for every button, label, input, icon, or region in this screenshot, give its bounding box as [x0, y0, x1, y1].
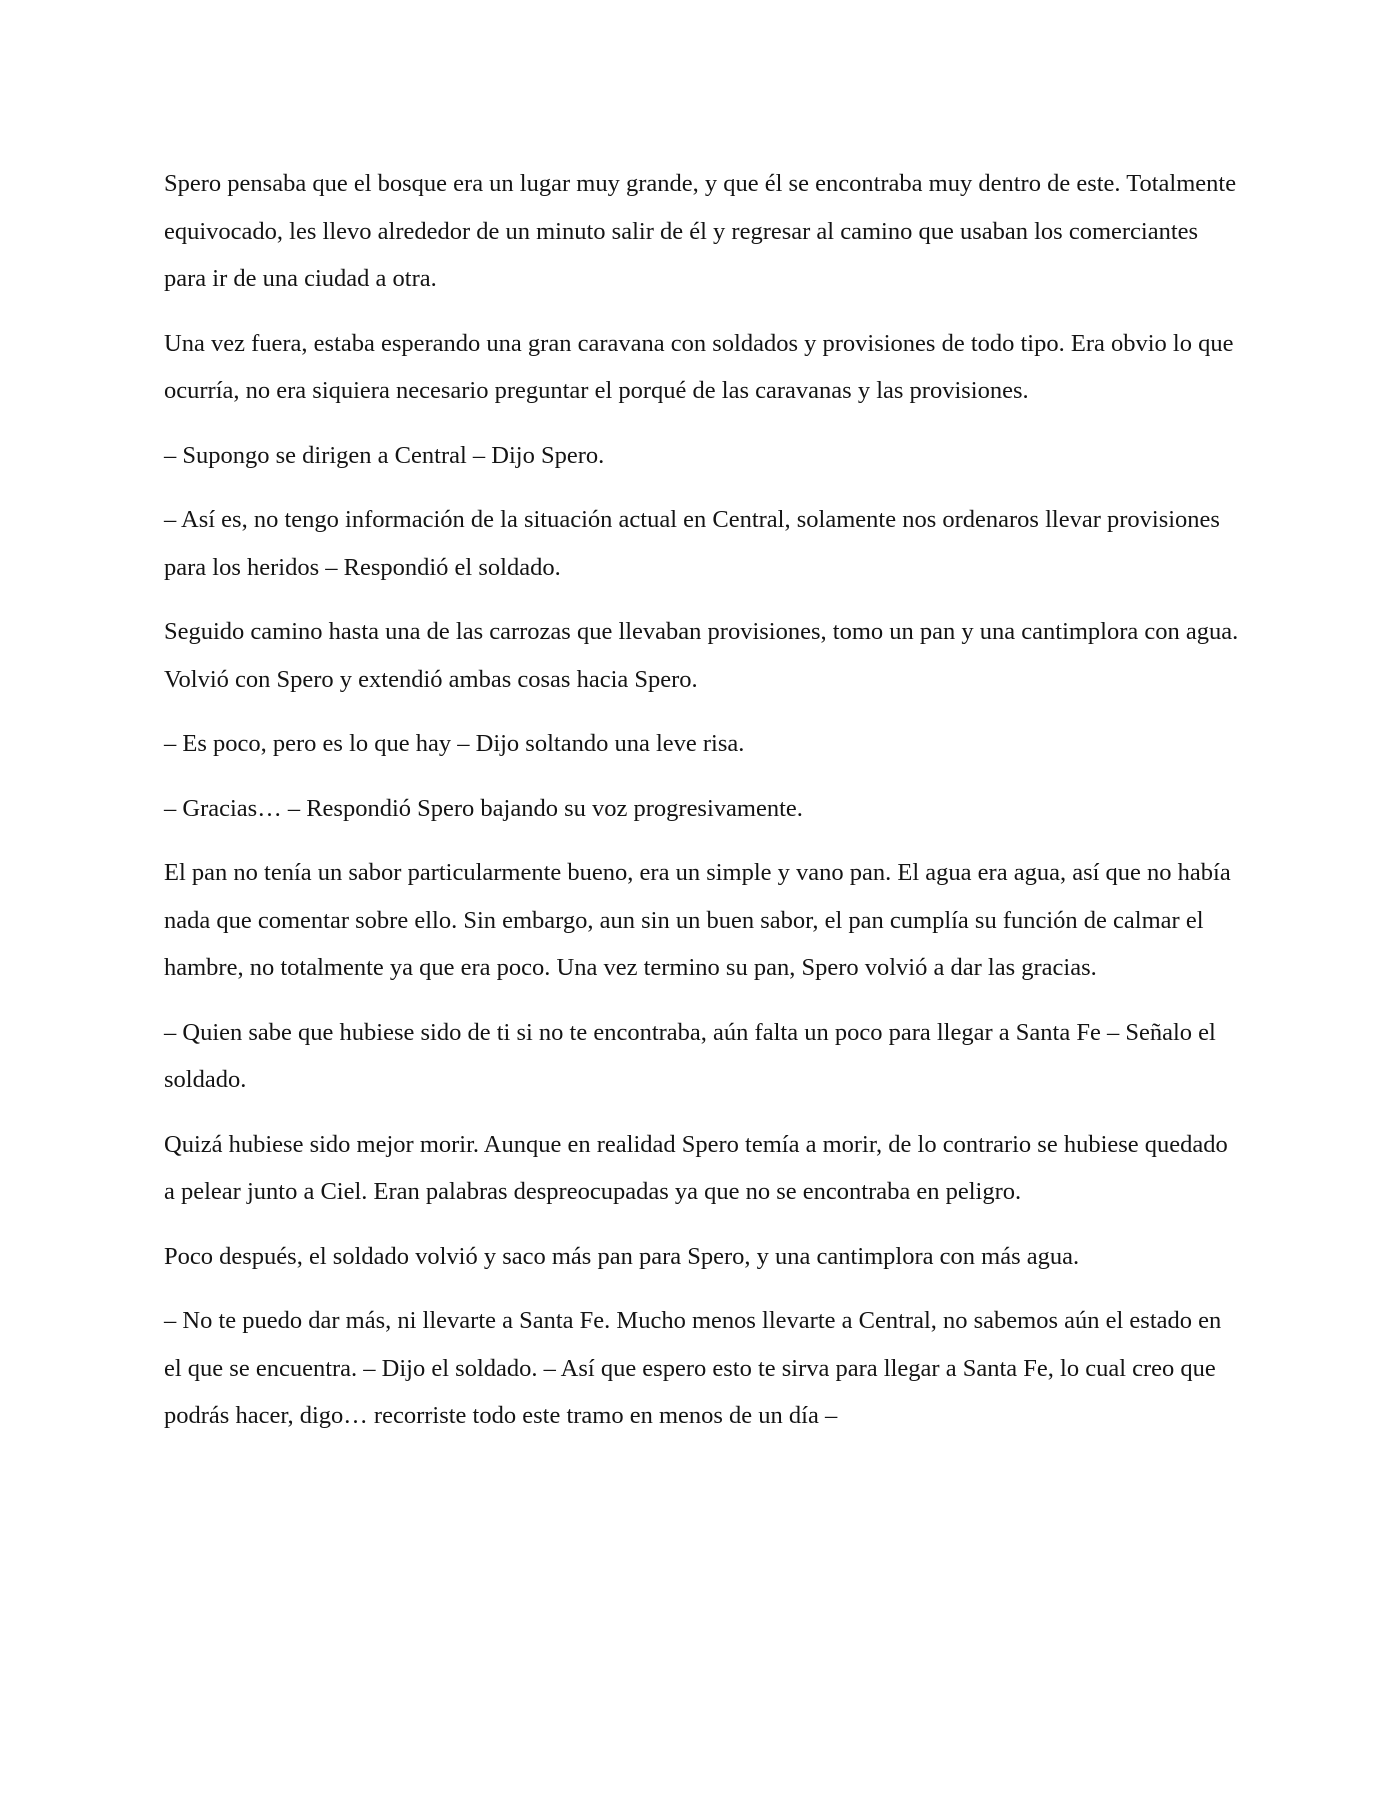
dialogue-line-6: – No te puedo dar más, ni llevarte a Santa Fe. Mucho menos llevarte a Central, no sabemos aún el estado en el que se encuentra. – Dijo el soldado. – Así que espero esto te sirva para llegar a Santa Fe, lo cual creo que podrás hacer, digo… recorriste todo este tramo en menos de un día – — [164, 1307, 1222, 1429]
document-page — [164, 160, 1239, 1457]
paragraph-4: El pan no tenía un sabor particularmente bueno, era un simple y vano pan. El agua era agua, así que no había nada que comentar sobre ello. Sin embargo, aun sin un buen sabor, el pan cumplía su función de calmar el hambre, no totalmente ya que era poco. Una vez termino su pan, Spero volvió a dar las gracias. — [164, 859, 1231, 981]
dialogue-line-1: – Supongo se dirigen a Central – Dijo Spero. — [164, 441, 605, 469]
paragraph-1: Spero pensaba que el bosque era un lugar muy grande, y que él se encontraba muy dentro de este. Totalmente equivocado, les llevo alrededor de un minuto salir de él y regresar al camino que usaban los comerciantes para ir de una ciudad a otra. — [164, 170, 1237, 292]
paragraph-6: Poco después, el soldado volvió y saco más pan para Spero, y una cantimplora con más agua. — [164, 1242, 1080, 1270]
paragraph-3: Seguido camino hasta una de las carrozas que llevaban provisiones, tomo un pan y una cantimplora con agua. Volvió con Spero y extendió ambas cosas hacia Spero. — [164, 618, 1239, 693]
dialogue-line-5: – Quien sabe que hubiese sido de ti si no te encontraba, aún falta un poco para llegar a Santa Fe – Señalo el soldado. — [164, 1018, 1216, 1093]
dialogue-line-2: – Así es, no tengo información de la situación actual en Central, solamente nos ordenaros llevar provisiones para los heridos – Respondió el soldado. — [164, 506, 1220, 581]
paragraph-2: Una vez fuera, estaba esperando una gran caravana con soldados y provisiones de todo tipo. Era obvio lo que ocurría, no era siquiera necesario preguntar el porqué de las caravanas y las provisiones. — [164, 329, 1234, 404]
paragraph-5: Quizá hubiese sido mejor morir. Aunque en realidad Spero temía a morir, de lo contrario se hubiese quedado a pelear junto a Ciel. Eran palabras despreocupadas ya que no se encontraba en peligro. — [164, 1130, 1228, 1205]
dialogue-line-3: – Es poco, pero es lo que hay – Dijo soltando una leve risa. — [164, 730, 745, 757]
dialogue-line-4: – Gracias… – Respondió Spero bajando su voz progresivamente. — [164, 794, 803, 822]
